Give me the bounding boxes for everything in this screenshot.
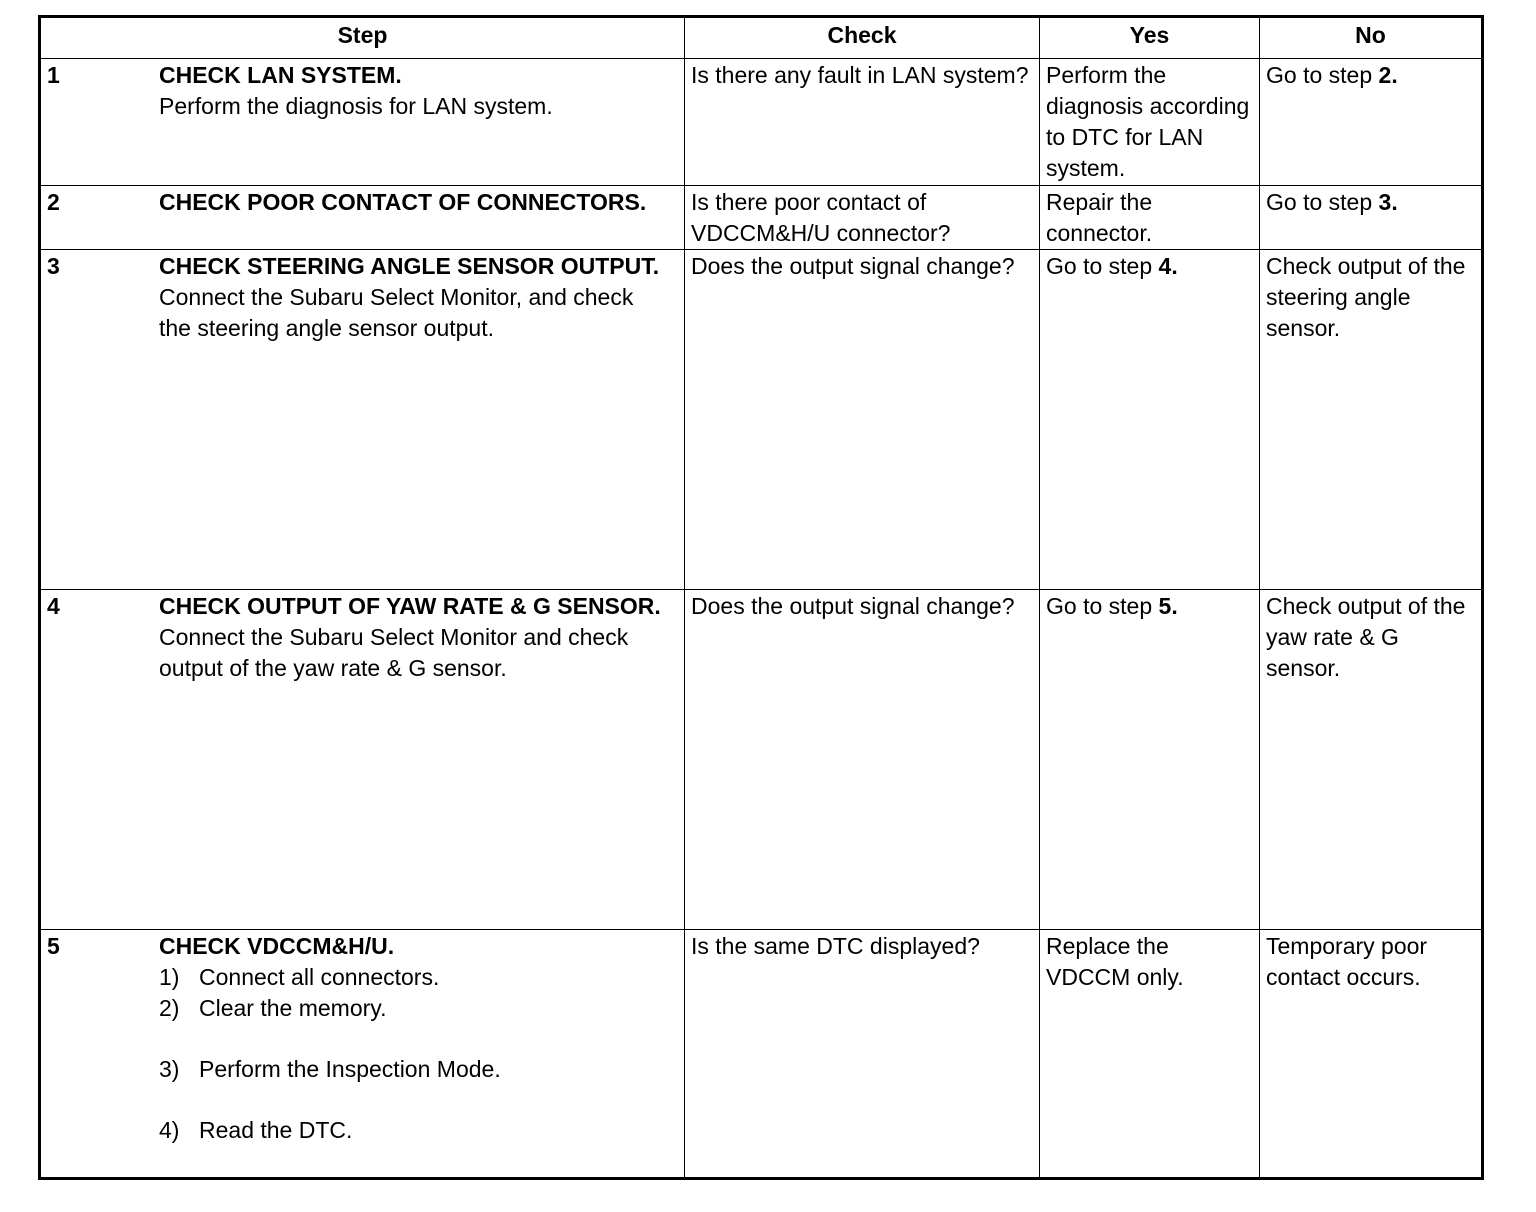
check-cell: Is there poor contact of VDCCM&H/U connector? [685, 186, 1040, 250]
no-text: Go to step [1266, 62, 1379, 88]
step-number: 5 [47, 933, 60, 959]
no-step-ref: 3 [1378, 189, 1392, 215]
step-cell [40, 186, 685, 250]
substep-text: Perform the Inspection Mode. [199, 1056, 501, 1082]
substep-text: Clear the memory. [199, 995, 387, 1021]
substep-text: Read the DTC. [199, 1117, 353, 1143]
table-row [40, 59, 1483, 186]
no-text: Go to step [1266, 189, 1379, 215]
substep-number: 3) [159, 1056, 180, 1082]
yes-text: Go to step [1046, 593, 1159, 619]
check-cell: Does the output signal change? [685, 250, 1040, 590]
no-step-ref: 2 [1378, 62, 1392, 88]
step-number: 4 [47, 593, 60, 619]
diagnostic-table-container [38, 15, 1481, 1180]
substep [159, 1054, 671, 1085]
no-suffix: . [1391, 189, 1398, 215]
step-title: CHECK VDCCM&H/U. [159, 933, 395, 959]
header-check: Check [685, 17, 1040, 59]
step-title: CHECK LAN SYSTEM. [159, 62, 402, 88]
no-cell: Check output of the yaw rate & G sensor. [1260, 590, 1483, 930]
step-body [159, 251, 671, 344]
header-no: No [1260, 17, 1483, 59]
step-cell [40, 59, 685, 186]
table-row [40, 930, 1483, 1179]
diagnostic-table [38, 15, 1484, 1180]
yes-cell: Perform the diagnosis according to DTC for LAN system. [1040, 59, 1260, 186]
substep-text: Connect all connectors. [199, 964, 440, 990]
step-body [159, 591, 671, 684]
header-step: Step [40, 17, 685, 59]
substep [159, 962, 671, 993]
no-suffix: . [1391, 62, 1398, 88]
substep-number: 4) [159, 1117, 180, 1143]
step-body [159, 60, 671, 122]
step-title: CHECK STEERING ANGLE SENSOR OUTPUT. [159, 253, 660, 279]
substep [159, 993, 671, 1024]
step-description: Connect the Subaru Select Monitor and check output of the yaw rate & G sensor. [159, 624, 629, 681]
yes-suffix: . [1171, 593, 1178, 619]
substep-spacer [159, 1024, 671, 1054]
yes-cell [1040, 590, 1260, 930]
step-title: CHECK OUTPUT OF YAW RATE & G SENSOR. [159, 593, 661, 619]
no-cell: Temporary poor contact occurs. [1260, 930, 1483, 1179]
substep [159, 1115, 671, 1146]
table-row [40, 250, 1483, 590]
check-cell: Is the same DTC displayed? [685, 930, 1040, 1179]
yes-text: Go to step [1046, 253, 1159, 279]
yes-step-ref: 4 [1158, 253, 1172, 279]
step-number: 1 [47, 62, 60, 88]
step-body [159, 187, 671, 218]
yes-cell: Repair the connector. [1040, 186, 1260, 250]
step-number: 2 [47, 189, 60, 215]
no-cell [1260, 59, 1483, 186]
no-cell: Check output of the steering angle sensor. [1260, 250, 1483, 590]
yes-suffix: . [1171, 253, 1178, 279]
step-description: Connect the Subaru Select Monitor, and check the steering angle sensor output. [159, 284, 634, 341]
step-description: Perform the diagnosis for LAN system. [159, 93, 553, 119]
yes-cell: Replace the VDCCM only. [1040, 930, 1260, 1179]
substep-spacer [159, 1085, 671, 1115]
step-number: 3 [47, 253, 60, 279]
header-yes: Yes [1040, 17, 1260, 59]
yes-cell [1040, 250, 1260, 590]
substep-number: 2) [159, 995, 180, 1021]
check-cell: Does the output signal change? [685, 590, 1040, 930]
step-body [159, 931, 671, 1146]
yes-step-ref: 5 [1158, 593, 1172, 619]
step-cell [40, 930, 685, 1179]
step-title: CHECK POOR CONTACT OF CONNECTORS. [159, 189, 647, 215]
no-cell [1260, 186, 1483, 250]
check-cell: Is there any fault in LAN system? [685, 59, 1040, 186]
step-cell [40, 250, 685, 590]
table-row [40, 590, 1483, 930]
header-row [40, 17, 1483, 59]
step-cell [40, 590, 685, 930]
table-row [40, 186, 1483, 250]
substep-number: 1) [159, 964, 180, 990]
